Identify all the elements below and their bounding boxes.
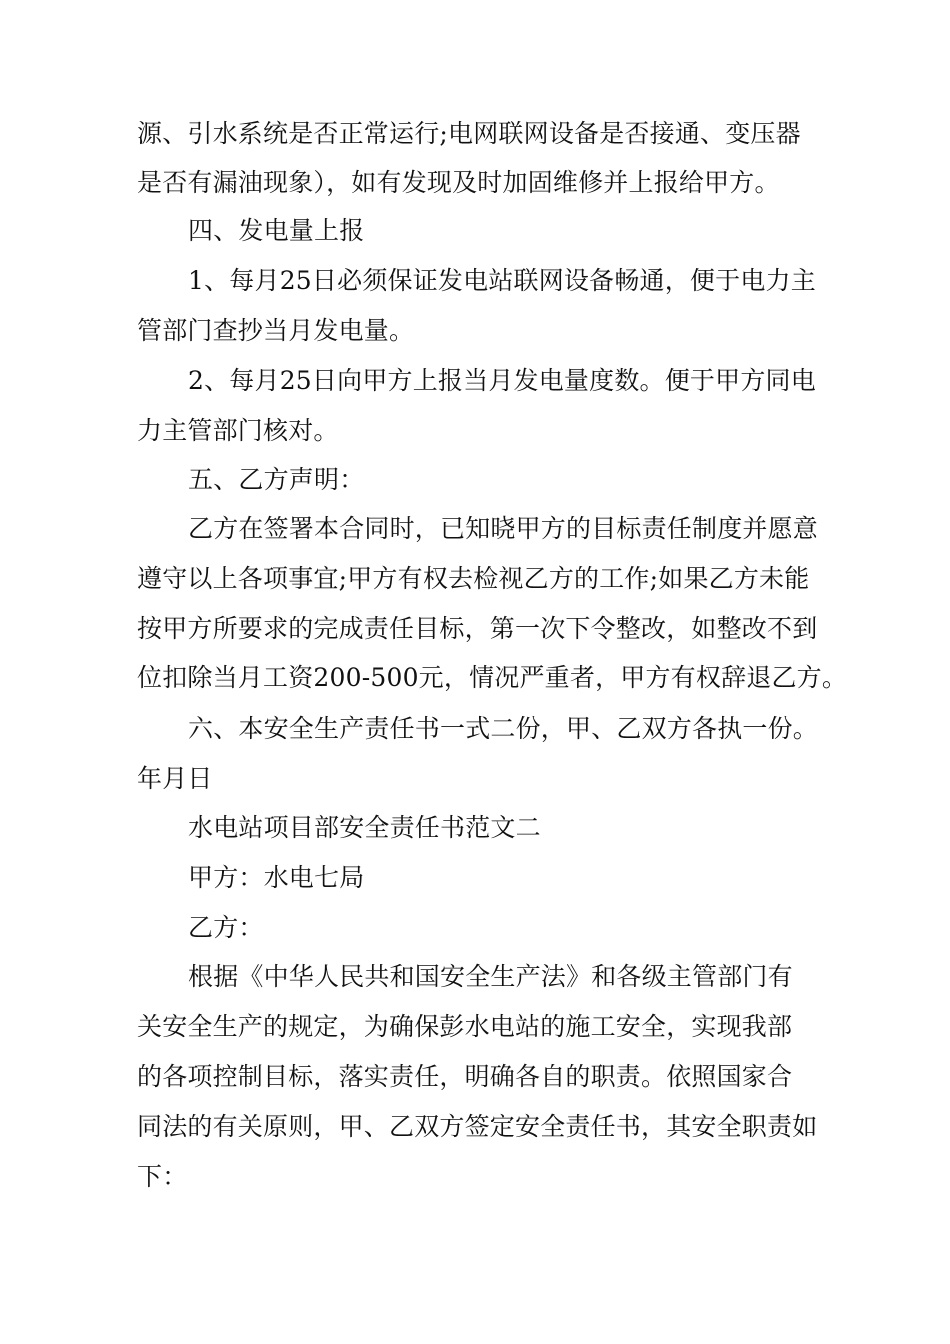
body-text-line: 是否有漏油现象），如有发现及时加固维修并上报给甲方。 (137, 168, 780, 197)
body-text-line: 根据《中华人民共和国安全生产法》和各级主管部门有 (188, 962, 793, 991)
body-text-line: 1、每月25日必须保证发电站联网设备畅通，便于电力主 (188, 266, 816, 295)
party-b-line: 乙方： (188, 913, 264, 942)
body-text-line: 的各项控制目标，落实责任，明确各自的职责。依照国家合 (137, 1062, 793, 1091)
body-text-line: 同法的有关原则，甲、乙双方签定安全责任书，其安全职责如 (137, 1112, 818, 1141)
body-text-line: 下： (137, 1162, 188, 1191)
body-text-line: 位扣除当月工资200-500元，情况严重者，甲方有权辞退乙方。 (137, 663, 848, 692)
body-text-line: 关安全生产的规定，为确保彭水电站的施工安全，实现我部 (137, 1012, 793, 1041)
section-heading: 五、乙方声明： (188, 465, 365, 494)
body-text-line: 管部门查抄当月发电量。 (137, 316, 415, 345)
body-text-line: 按甲方所要求的完成责任目标，第一次下令整改，如整改不到 (137, 614, 818, 643)
section-heading: 四、发电量上报 (188, 216, 365, 245)
body-text-line: 乙方在签署本合同时，已知晓甲方的目标责任制度并愿意 (188, 514, 819, 543)
body-text-line: 六、本安全生产责任书一式二份，甲、乙双方各执一份。 (188, 714, 819, 743)
party-a-line: 甲方：水电七局 (188, 863, 365, 892)
body-text-line: 遵守以上各项事宜;甲方有权去检视乙方的工作;如果乙方未能 (137, 564, 810, 593)
body-text-line: 2、每月25日向甲方上报当月发电量度数。便于甲方同电 (188, 366, 816, 395)
body-text-line: 源、引水系统是否正常运行;电网联网设备是否接通、变压器 (137, 119, 801, 148)
document-subtitle: 水电站项目部安全责任书范文二 (188, 813, 541, 842)
date-line: 年月日 (137, 764, 213, 793)
body-text-line: 力主管部门核对。 (137, 416, 339, 445)
